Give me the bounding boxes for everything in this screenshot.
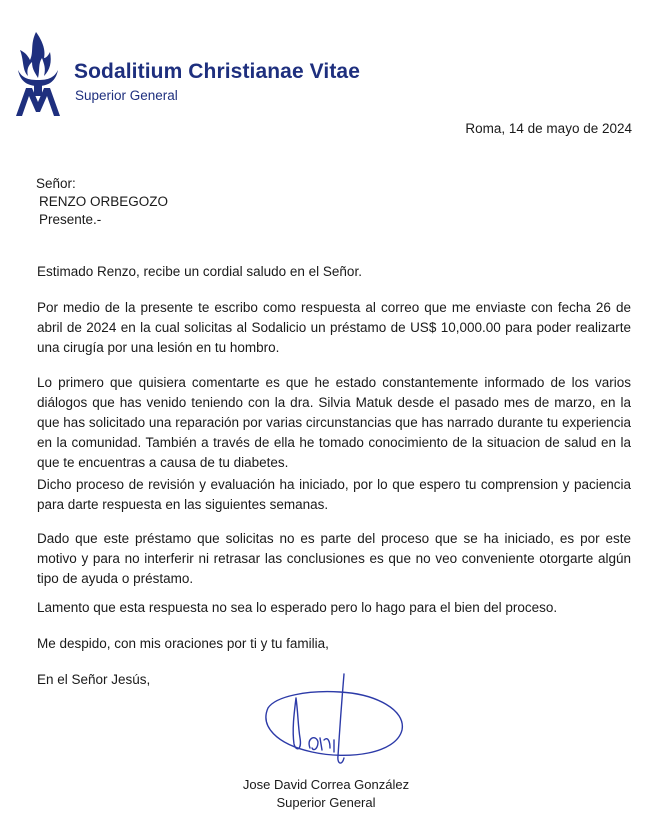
paragraph-regret: Lamento que esta respuesta no sea lo esperado pero lo hago para el bien del proceso. [37,600,558,615]
recipient-block [36,175,168,229]
paragraph-dialogue: Lo primero que quisiera comentarte es que he estado constantemente informado de los varios diálogos que has venido teniendo con la dra. Silvia Matuk desde el pasado mes de marzo, en la que has solicitado una reparación por varias circunstancias que has narrado durante tu experiencia en la comunidad. También a través de ella he tomado conocimiento de la situacion de salud en la que te encuentras a causa de tu diabetes. [37,375,631,470]
signatory-title: Superior General [276,795,376,810]
paragraph-request: Por medio de la presente te escribo como respuesta al correo que me enviaste con fecha 26 de abril de 2024 en la cual solicitas al Sodalicio un préstamo de US$ 10,000.00 para poder realizarte una cirugía por una lesión en tu hombro. [37,300,631,355]
recipient-presente: Presente.- [39,212,102,227]
scv-flame-emblem-icon [12,30,64,118]
signatory-name: Jose David Correa González [242,777,410,792]
letter-date: Roma, 14 de mayo de 2024 [465,121,632,136]
paragraph-farewell: Me despido, con mis oraciones por ti y tu familia, [37,636,329,651]
paragraph-decision: Dado que este préstamo que solicitas no es parte del proceso que se ha iniciado, es por este motivo y para no interferir ni retrasar las conclusiones es que no veo conveniente otorgarte algún tipo de ayuda o préstamo. [37,531,631,586]
handwritten-signature [256,668,416,778]
paragraph-review: Dicho proceso de revisión y evaluación ha iniciado, por lo que espero tu comprension y paciencia para darte respuesta en las siguientes semanas. [37,477,631,512]
recipient-name: RENZO ORBEGOZO [39,194,169,209]
greeting-paragraph: Estimado Renzo, recibe un cordial saludo en el Señor. [37,264,362,279]
closing-line: En el Señor Jesús, [37,672,151,687]
organization-name: Sodalitium Christianae Vitae [74,60,360,83]
recipient-salutation: Señor: [36,176,76,191]
office-title: Superior General [75,88,178,103]
